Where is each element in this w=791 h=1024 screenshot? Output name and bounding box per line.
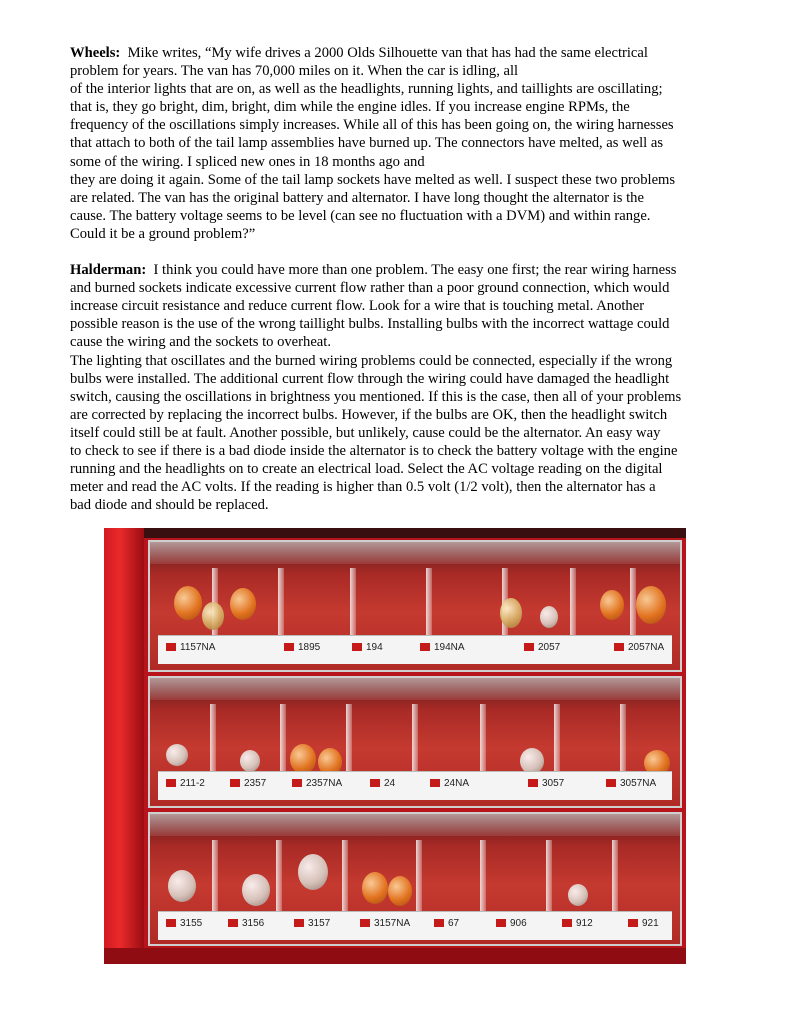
bulb-label: 2357 xyxy=(230,778,266,789)
halderman-answer xyxy=(70,261,730,514)
wheels-line: Could it be a ground problem?” xyxy=(70,225,256,242)
drawer-divider xyxy=(570,568,576,642)
halderman-line: cause the wiring and the sockets to overheat. xyxy=(70,334,331,351)
drawer-divider xyxy=(620,704,626,778)
bulb-label: 3157NA xyxy=(360,918,410,929)
brand-logo-icon xyxy=(420,643,430,651)
bulb-image xyxy=(240,750,260,772)
drawer-divider xyxy=(480,704,486,778)
brand-logo-icon xyxy=(628,919,638,927)
bulb-label: 194 xyxy=(352,642,383,653)
brand-logo-icon xyxy=(352,643,362,651)
brand-logo-icon xyxy=(606,779,616,787)
paragraph-gap xyxy=(70,243,730,261)
brand-logo-icon xyxy=(360,919,370,927)
bulb-label: 3057NA xyxy=(606,778,656,789)
brand-logo-icon xyxy=(292,779,302,787)
halderman-line: I think you could have more than one problem. The easy one first; the rear wiring harness xyxy=(153,262,677,279)
bulb-label: 3156 xyxy=(228,918,264,929)
drawer-lid xyxy=(150,542,680,564)
wheels-line: that attach to both of the tail lamp assemblies have burned up. The connectors have melted, as well as xyxy=(70,135,664,152)
bulb-image xyxy=(174,586,202,620)
bulb-label: 912 xyxy=(562,918,593,929)
bulb-drawer-3 xyxy=(148,812,682,946)
label-strip xyxy=(158,911,672,940)
bulb-image xyxy=(388,876,412,906)
bulb-label: 194NA xyxy=(420,642,465,653)
wheels-line: problem for years. The van has 70,000 miles on it. When the car is idling, all xyxy=(70,63,519,80)
brand-logo-icon xyxy=(166,779,176,787)
bulb-image xyxy=(290,744,316,774)
halderman-line: increase circuit resistance and reduce current flow. Look for a wire that is touching metal. Another xyxy=(70,298,645,315)
bulb-image xyxy=(600,590,624,620)
bulb-image xyxy=(362,872,388,904)
wheels-line: they are doing it again. Some of the tail lamp sockets have melted as well. I suspect these two problems xyxy=(70,171,676,188)
bulb-label: 1895 xyxy=(284,642,320,653)
brand-logo-icon xyxy=(230,779,240,787)
bulb-label: 2057NA xyxy=(614,642,664,653)
halderman-line: are corrected by replacing the incorrect bulbs. However, if the bulbs are OK, then the headlight switch xyxy=(70,406,668,423)
bulb-drawer-2 xyxy=(148,676,682,808)
wheels-line: are related. The van has the original battery and alternator. I have long thought the alternator is the xyxy=(70,189,644,206)
wheels-line: some of the wiring. I spliced new ones in 18 months ago and xyxy=(70,153,425,170)
label-strip xyxy=(158,635,672,664)
wheels-line: cause. The battery voltage seems to be level (can see no fluctuation with a DVM) and within range. xyxy=(70,207,651,224)
wheels-line: Mike writes, “My wife drives a 2000 Olds Silhouette van that has had the same electrical xyxy=(127,45,648,61)
label-strip xyxy=(158,771,672,800)
brand-logo-icon xyxy=(228,919,238,927)
drawer-divider xyxy=(350,568,356,642)
halderman-line: The lighting that oscillates and the burned wiring problems could be connected, especially if the wrong xyxy=(70,352,673,369)
bulb-label: 906 xyxy=(496,918,527,929)
bulb-cabinet-photo xyxy=(104,528,686,964)
drawer-divider xyxy=(554,704,560,778)
drawer-divider xyxy=(612,840,618,916)
brand-logo-icon xyxy=(166,643,176,651)
bulb-label: 24NA xyxy=(430,778,469,789)
brand-logo-icon xyxy=(166,919,176,927)
wheels-heading: Wheels: xyxy=(70,45,121,61)
drawer-divider xyxy=(546,840,552,916)
drawer-divider xyxy=(276,840,282,916)
bulb-label: 24 xyxy=(370,778,395,789)
drawer-divider xyxy=(278,568,284,642)
brand-logo-icon xyxy=(370,779,380,787)
bulb-image xyxy=(540,606,558,628)
drawer-divider xyxy=(210,704,216,778)
brand-logo-icon xyxy=(294,919,304,927)
brand-logo-icon xyxy=(496,919,506,927)
drawer-divider xyxy=(412,704,418,778)
bulb-image xyxy=(230,588,256,620)
halderman-line: itself could still be at fault. Another possible, but unlikely, cause could be the alternator. An easy way xyxy=(70,424,661,441)
brand-logo-icon xyxy=(562,919,572,927)
drawer-divider xyxy=(342,840,348,916)
bulb-image xyxy=(168,870,196,902)
bulb-drawer-1 xyxy=(148,540,682,672)
drawer-divider xyxy=(280,704,286,778)
drawer-lid xyxy=(150,678,680,700)
drawer-divider xyxy=(426,568,432,642)
cabinet-base xyxy=(104,948,686,964)
halderman-line: running and the headlights on to create an electrical load. Select the AC voltage reading on the digital xyxy=(70,461,663,478)
bulb-label: 1157NA xyxy=(166,642,215,653)
halderman-line: bulbs were installed. The additional current flow through the wiring could have damaged the headlight xyxy=(70,370,670,387)
bulb-image xyxy=(166,744,188,766)
bulb-image xyxy=(242,874,270,906)
bulb-label: 67 xyxy=(434,918,459,929)
halderman-line: and burned sockets indicate excessive current flow rather than a poor ground connection, which would xyxy=(70,280,670,297)
bulb-image xyxy=(202,602,224,630)
drawer-divider xyxy=(416,840,422,916)
wheels-line: of the interior lights that are on, as well as the headlights, running lights, and taillights are oscillating; xyxy=(70,81,663,98)
halderman-line: to check to see if there is a bad diode inside the alternator is to check the battery voltage with the engine xyxy=(70,442,678,459)
bulb-label: 3155 xyxy=(166,918,202,929)
brand-logo-icon xyxy=(430,779,440,787)
halderman-line: switch, causing the oscillations in brightness you mentioned. If this is the case, then all of your problems xyxy=(70,388,682,405)
bulb-image xyxy=(500,598,522,628)
drawer-divider xyxy=(480,840,486,916)
wheels-question xyxy=(70,44,730,243)
bulb-image xyxy=(636,586,666,624)
drawer-lid xyxy=(150,814,680,836)
bulb-label: 3157 xyxy=(294,918,330,929)
bulb-image xyxy=(568,884,588,906)
halderman-heading: Halderman: xyxy=(70,262,147,279)
cabinet-side xyxy=(104,528,144,964)
bulb-label: 211-2 xyxy=(166,778,205,789)
drawer-divider xyxy=(212,840,218,916)
brand-logo-icon xyxy=(528,779,538,787)
wheels-line: that is, they go bright, dim, bright, dim while the engine idles. If you increase engine RPMs, the xyxy=(70,99,630,116)
brand-logo-icon xyxy=(614,643,624,651)
brand-logo-icon xyxy=(284,643,294,651)
bulb-image xyxy=(298,854,328,890)
article-text xyxy=(70,44,730,514)
cabinet-top xyxy=(104,528,686,538)
bulb-label: 2357NA xyxy=(292,778,342,789)
halderman-line: possible reason is the use of the wrong taillight bulbs. Installing bulbs with the incorrect wattage could xyxy=(70,316,670,333)
bulb-label: 3057 xyxy=(528,778,564,789)
brand-logo-icon xyxy=(434,919,444,927)
bulb-label: 2057 xyxy=(524,642,560,653)
bulb-label: 921 xyxy=(628,918,659,929)
wheels-line: frequency of the oscillations simply increases. While all of this has been going on, the wiring harnesses xyxy=(70,117,674,134)
brand-logo-icon xyxy=(524,643,534,651)
halderman-line: meter and read the AC volts. If the reading is higher than 0.5 volt (1/2 volt), then the alternator has a xyxy=(70,479,656,496)
halderman-line: bad diode and should be replaced. xyxy=(70,497,269,514)
drawer-divider xyxy=(346,704,352,778)
